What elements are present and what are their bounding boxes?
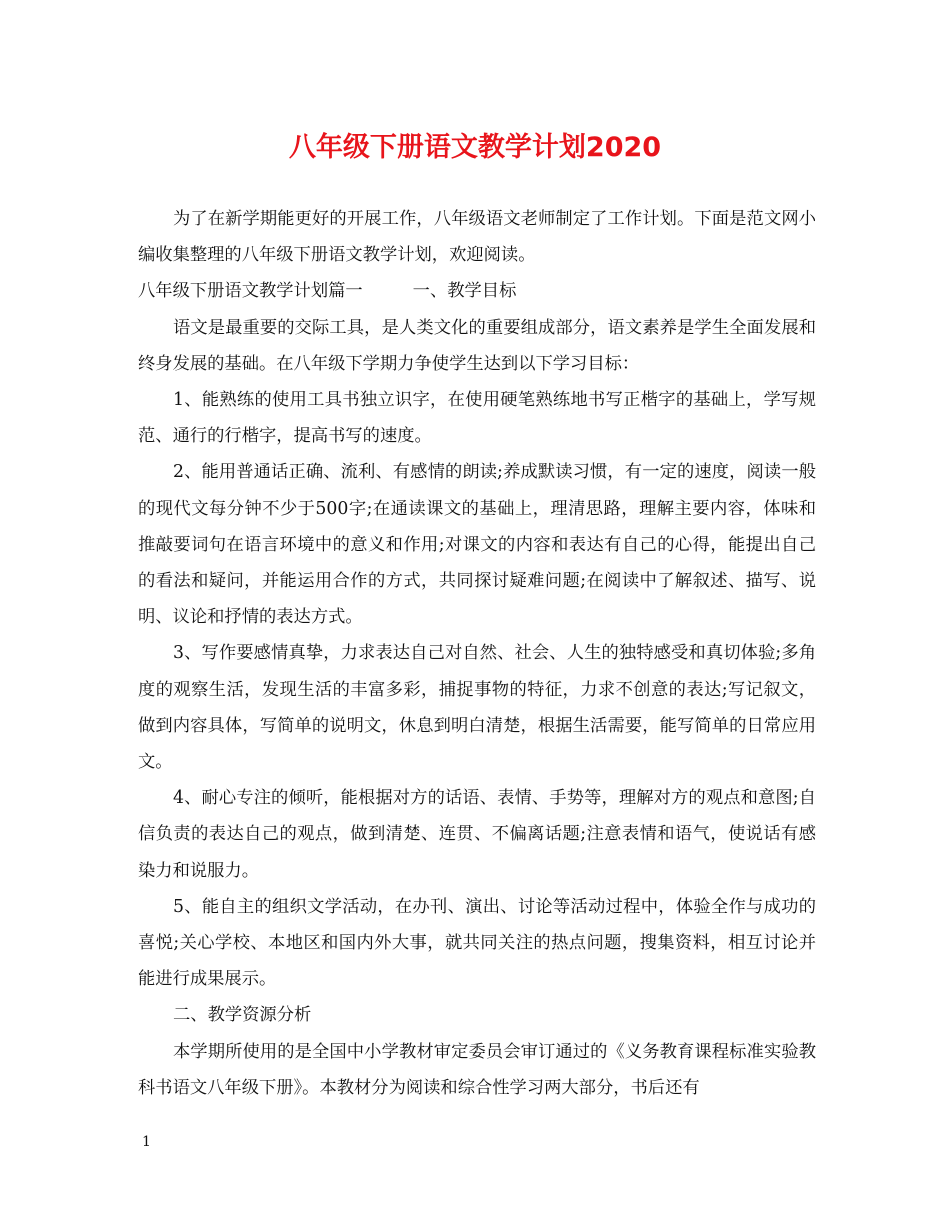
goal-item-4: 4、耐心专注的倾听，能根据对方的话语、表情、手势等，理解对方的观点和意图;自信负责的表达自己的观点，做到清楚、连贯、不偏离话题;注意表情和语气，使说话有感染力和说服力。 (138, 788, 816, 881)
intro-paragraph: 为了在新学期能更好的开展工作，八年级语文老师制定了工作计划。下面是范文网小编收集整理的八年级下册语文教学计划，欢迎阅读。 (138, 209, 816, 266)
resource-heading: 二、教学资源分析 (173, 1005, 312, 1026)
page-number: 1 (142, 1134, 151, 1150)
document-title: 八年级下册语文教学计划2020 (288, 132, 662, 163)
resource-paragraph: 本学期所使用的是全国中小学教材审定委员会审订通过的《义务教育课程标准实验教科书语文八年级下册》。本教材分为阅读和综合性学习两大部分，书后还有 (138, 1041, 816, 1098)
section-heading-line (138, 273, 816, 309)
document-body (138, 201, 816, 1106)
section-heading: 一、教学目标 (412, 281, 517, 302)
goal-item-1: 1、能熟练的使用工具书独立识字，在使用硬笔熟练地书写正楷字的基础上，学写规范、通行的行楷字，提高书写的速度。 (138, 390, 816, 447)
goal-intro-paragraph: 语文是最重要的交际工具，是人类文化的重要组成部分，语文素养是学生全面发展和终身发展的基础。在八年级下学期力争使学生达到以下学习目标： (138, 317, 816, 374)
section-label: 八年级下册语文教学计划篇一 (138, 281, 363, 302)
goal-item-5: 5、能自主的组织文学活动，在办刊、演出、讨论等活动过程中，体验全作与成功的喜悦;关心学校、本地区和国内外大事，就共同关注的热点问题，搜集资料，相互讨论并能进行成果展示。 (138, 896, 816, 990)
goal-item-2: 2、能用普通话正确、流利、有感情的朗读;养成默读习惯，有一定的速度，阅读一般的现代文每分钟不少于500字;在通读课文的基础上，理清思路，理解主要内容，体味和推敲要词句在语言环境中的意义和作用;对课文的内容和表达有自己的心得，能提出自己的看法和疑问，并能运用合作的方式，共同探讨疑难问题;在阅读中了解叙述、描写、说明、议论和抒情的表达方式。 (138, 462, 816, 628)
goal-item-3: 3、写作要感情真挚，力求表达自己对自然、社会、人生的独特感受和真切体验;多角度的观察生活，发现生活的丰富多彩，捕捉事物的特征，力求不创意的表达;写记叙文，做到内容具体，写简单的说明文，休息到明白清楚，根据生活需要，能写简单的日常应用文。 (138, 643, 816, 773)
